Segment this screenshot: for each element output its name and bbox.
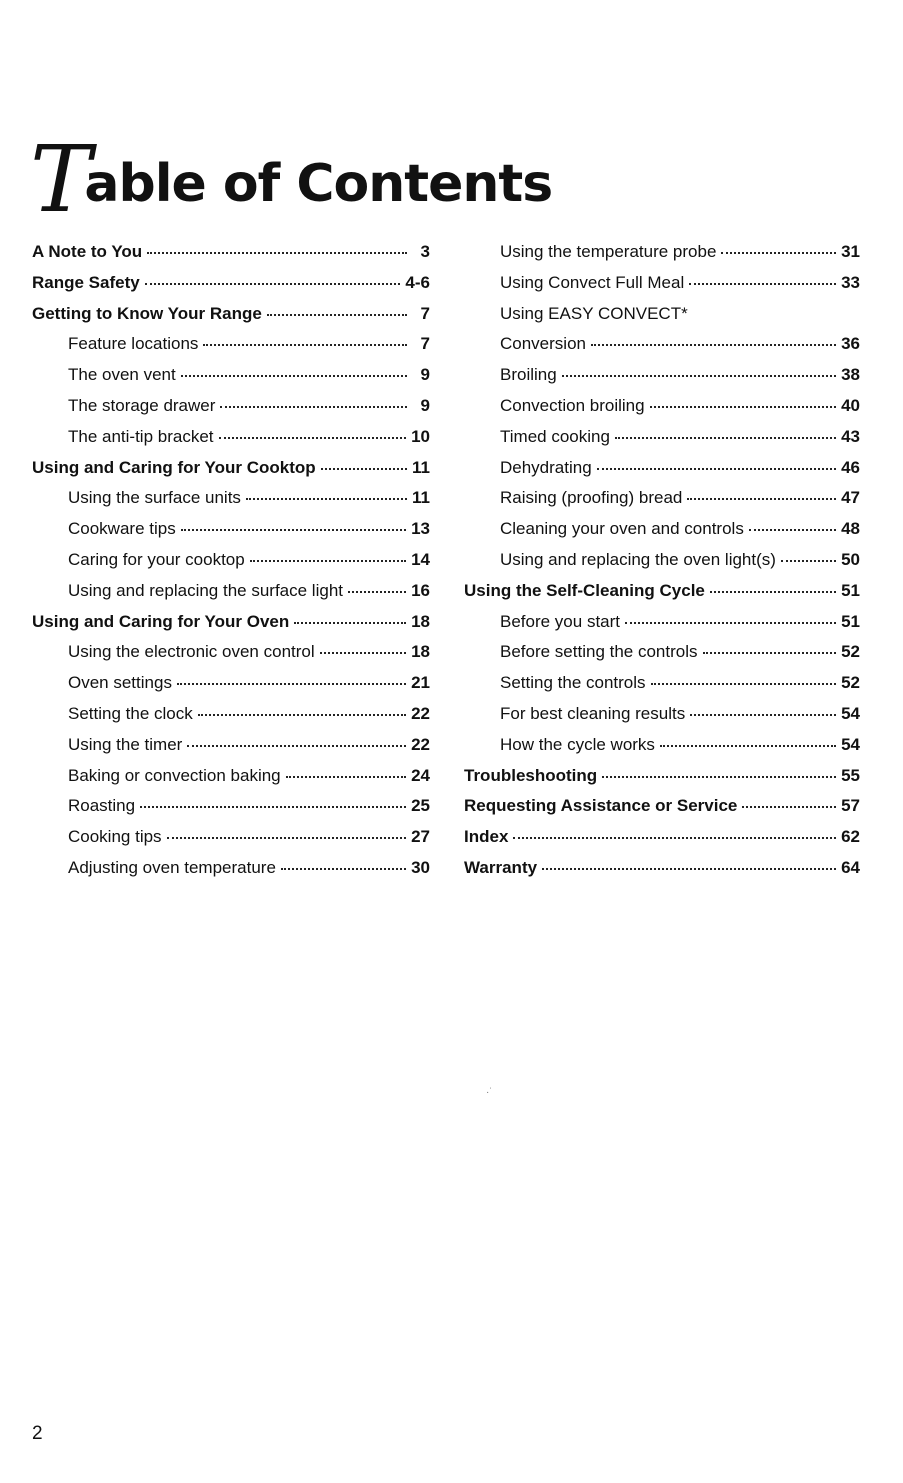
- toc-entry-page: 54: [841, 703, 860, 723]
- toc-entry[interactable]: [464, 545, 860, 576]
- toc-entry-label: Feature locations: [68, 334, 199, 354]
- toc-entry-page: 22: [411, 734, 430, 754]
- dot-leader: [721, 252, 836, 254]
- scan-speck: ·˙: [486, 1087, 493, 1098]
- toc-entry-label: Baking or convection baking: [68, 765, 281, 785]
- toc-entry-page: 16: [411, 580, 430, 600]
- title-initial: T: [30, 126, 91, 233]
- toc-entry-page: 31: [841, 242, 860, 261]
- toc-entry-label: Roasting: [68, 796, 136, 816]
- dot-leader: [742, 806, 836, 808]
- toc-right-column: [464, 237, 860, 884]
- toc-entry-label: Using the timer: [68, 734, 183, 754]
- dot-leader: [689, 283, 836, 285]
- toc-entry[interactable]: [464, 822, 860, 853]
- toc-entry-label: Requesting Assistance or Service: [464, 796, 738, 816]
- toc-entry[interactable]: [32, 699, 430, 730]
- toc-entry-label: Index: [464, 827, 509, 847]
- dot-leader: [781, 560, 836, 562]
- toc-entry[interactable]: [32, 391, 430, 422]
- toc-entry-label: Range Safety: [32, 272, 140, 292]
- toc-entry-page: 36: [841, 334, 860, 354]
- toc-entry-page: 18: [411, 611, 430, 631]
- toc-entry-label: Using the temperature probe: [500, 242, 717, 261]
- toc-entry-label: Before you start: [500, 611, 621, 631]
- toc-entry-label: Setting the clock: [68, 703, 193, 723]
- toc-entry[interactable]: [464, 853, 860, 884]
- toc-entry-label: Caring for your cooktop: [68, 549, 245, 569]
- toc-entry-label: Raising (proofing) bread: [500, 488, 683, 508]
- toc-entry-page: 3: [420, 242, 430, 261]
- toc-entry-label: Warranty: [464, 857, 538, 877]
- dot-leader: [294, 622, 406, 624]
- toc-entry-page: 47: [841, 488, 860, 508]
- toc-entry-page: 55: [841, 765, 860, 785]
- toc-entry[interactable]: [32, 514, 430, 545]
- page-number: 2: [32, 1423, 43, 1444]
- toc-entry-page: 43: [841, 426, 860, 446]
- toc-entry-label: Timed cooking: [500, 426, 610, 446]
- toc-entry-page: 7: [420, 303, 430, 323]
- toc-entry[interactable]: [464, 422, 860, 453]
- toc-entry[interactable]: [32, 668, 430, 699]
- dot-leader: [167, 837, 407, 839]
- toc-entry-label: Broiling: [500, 365, 557, 385]
- toc-entry[interactable]: [32, 730, 430, 761]
- dot-leader: [177, 683, 406, 685]
- toc-entry[interactable]: [464, 360, 860, 391]
- dot-leader: [250, 560, 406, 562]
- toc-entry-label: The oven vent: [68, 365, 176, 385]
- dot-leader: [286, 776, 406, 778]
- dot-leader: [320, 652, 406, 654]
- toc-entry-label: Troubleshooting: [464, 765, 598, 785]
- toc-entry-page: 14: [411, 549, 430, 569]
- toc-entry-page: 25: [411, 796, 430, 816]
- toc-entry[interactable]: [32, 822, 430, 853]
- dot-leader: [219, 437, 407, 439]
- dot-leader: [181, 529, 406, 531]
- toc-entry[interactable]: [32, 453, 430, 484]
- dot-leader: [650, 406, 836, 408]
- toc-entry[interactable]: [32, 761, 430, 792]
- toc-entry[interactable]: [32, 299, 430, 330]
- toc-entry[interactable]: [464, 483, 860, 514]
- toc-entry-label: Using the Self-Cleaning Cycle: [464, 580, 705, 600]
- toc-entry-page: 40: [841, 395, 860, 415]
- dot-leader: [625, 622, 836, 624]
- toc-entry[interactable]: [464, 607, 860, 638]
- toc-entry-page: 54: [841, 734, 860, 754]
- toc-entry-page: 9: [420, 395, 430, 415]
- dot-leader: [321, 468, 407, 470]
- dot-leader: [687, 498, 836, 500]
- toc-entry-label: Using and Caring for Your Cooktop: [32, 457, 316, 477]
- dot-leader: [220, 406, 407, 408]
- dot-leader: [690, 714, 836, 716]
- toc-entry[interactable]: [464, 761, 860, 792]
- toc-entry[interactable]: [32, 853, 430, 884]
- toc-entry-label: Using and Caring for Your Oven: [32, 611, 290, 631]
- toc-entry-label: Using the electronic oven control: [68, 642, 315, 662]
- toc-entry-page: 9: [420, 365, 430, 385]
- toc-entry-page: 24: [411, 765, 430, 785]
- toc-entry[interactable]: [32, 268, 430, 299]
- toc-entry[interactable]: [464, 299, 860, 361]
- toc-entry[interactable]: [32, 576, 430, 607]
- toc-entry-page: 51: [841, 580, 860, 600]
- toc-entry-label: Using the surface units: [68, 488, 241, 508]
- toc-entry[interactable]: [464, 453, 860, 484]
- toc-entry-page: 10: [411, 426, 430, 446]
- dot-leader: [703, 652, 837, 654]
- toc-entry-page: 48: [841, 519, 860, 539]
- toc-entry-label: Oven settings: [68, 673, 172, 693]
- toc-entry-page: 18: [411, 642, 430, 662]
- toc-entry-label: Using Convect Full Meal: [500, 272, 685, 292]
- toc-entry[interactable]: [464, 268, 860, 299]
- toc-entry-label: The storage drawer: [68, 395, 216, 415]
- dot-leader: [597, 468, 836, 470]
- toc-entry-label: Using and replacing the oven light(s): [500, 549, 776, 569]
- toc-entry-label: A Note to You: [32, 242, 143, 261]
- toc-entry[interactable]: [464, 576, 860, 607]
- dot-leader: [660, 745, 836, 747]
- toc-entry[interactable]: [464, 237, 860, 268]
- toc-entry-page: 51: [841, 611, 860, 631]
- toc-entry-label: Using and replacing the surface light: [68, 580, 343, 600]
- toc-entry-page: 50: [841, 549, 860, 569]
- dot-leader: [198, 714, 406, 716]
- dot-leader: [203, 344, 407, 346]
- toc-entry-label: Conversion: [500, 334, 586, 354]
- toc-entry[interactable]: [464, 791, 860, 822]
- toc-entry[interactable]: [464, 668, 860, 699]
- toc-entry-page: 30: [411, 857, 430, 877]
- title-text: able of Contents: [84, 154, 553, 214]
- toc-entry-label: Adjusting oven temperature: [68, 857, 276, 877]
- toc-entry[interactable]: [32, 637, 430, 668]
- toc-entry-label: Cooking tips: [68, 827, 162, 847]
- toc-entry-page: 21: [411, 673, 430, 693]
- page-title: [30, 118, 553, 233]
- toc-entry[interactable]: [32, 237, 430, 268]
- dot-leader: [651, 683, 837, 685]
- dot-leader: [181, 375, 407, 377]
- toc-entry-label: Dehydrating: [500, 457, 592, 477]
- toc-entry-page: 62: [841, 827, 860, 847]
- dot-leader: [246, 498, 407, 500]
- toc-entry-label: Cookware tips: [68, 519, 176, 539]
- toc-entry-page: 4-6: [405, 272, 430, 292]
- dot-leader: [145, 283, 401, 285]
- toc-entry-page: 33: [841, 272, 860, 292]
- dot-leader: [348, 591, 406, 593]
- dot-leader: [267, 314, 407, 316]
- toc-entry[interactable]: [32, 329, 430, 360]
- toc-left-column: [32, 237, 430, 884]
- toc-entry-label: Convection broiling: [500, 395, 645, 415]
- toc-entry-page: 22: [411, 703, 430, 723]
- toc-entry-page: 46: [841, 457, 860, 477]
- dot-leader: [542, 868, 836, 870]
- toc-entry-page: 57: [841, 796, 860, 816]
- toc-entry-label: Setting the controls: [500, 673, 646, 693]
- toc-entry-page: 7: [420, 334, 430, 354]
- toc-entry-label: The anti-tip bracket: [68, 426, 214, 446]
- dot-leader: [562, 375, 836, 377]
- dot-leader: [513, 837, 836, 839]
- toc-entry-label: For best cleaning results: [500, 703, 686, 723]
- toc-entry[interactable]: [32, 422, 430, 453]
- toc-entry[interactable]: [32, 483, 430, 514]
- dot-leader: [602, 776, 836, 778]
- toc-entry[interactable]: [32, 791, 430, 822]
- toc-entry-page: 38: [841, 365, 860, 385]
- toc-entry-label: Before setting the controls: [500, 642, 698, 662]
- toc-entry-page: 13: [411, 519, 430, 539]
- toc-entry-label: Using EASY CONVECT*: [500, 303, 688, 323]
- toc-entry[interactable]: [464, 514, 860, 545]
- dot-leader: [710, 591, 836, 593]
- toc-entry-page: 52: [841, 642, 860, 662]
- toc-entry-page: 52: [841, 673, 860, 693]
- toc-entry-page: 11: [412, 488, 430, 508]
- dot-leader: [140, 806, 406, 808]
- toc-entry[interactable]: [32, 360, 430, 391]
- dot-leader: [591, 344, 836, 346]
- dot-leader: [187, 745, 406, 747]
- toc-entry-page: 27: [411, 827, 430, 847]
- dot-leader: [749, 529, 836, 531]
- toc-entry-label: Cleaning your oven and controls: [500, 519, 744, 539]
- toc-entry[interactable]: [32, 607, 430, 638]
- toc-entry[interactable]: [464, 391, 860, 422]
- toc-entry[interactable]: [32, 545, 430, 576]
- dot-leader: [615, 437, 836, 439]
- toc-entry-page: 64: [841, 857, 860, 877]
- dot-leader: [147, 252, 407, 254]
- dot-leader: [281, 868, 406, 870]
- toc-entry[interactable]: [464, 699, 860, 730]
- toc-entry-label: Getting to Know Your Range: [32, 303, 262, 323]
- toc-entry[interactable]: [464, 637, 860, 668]
- toc-entry-label: How the cycle works: [500, 734, 655, 754]
- toc-entry[interactable]: [464, 730, 860, 761]
- toc-entry-page: 11: [412, 457, 430, 477]
